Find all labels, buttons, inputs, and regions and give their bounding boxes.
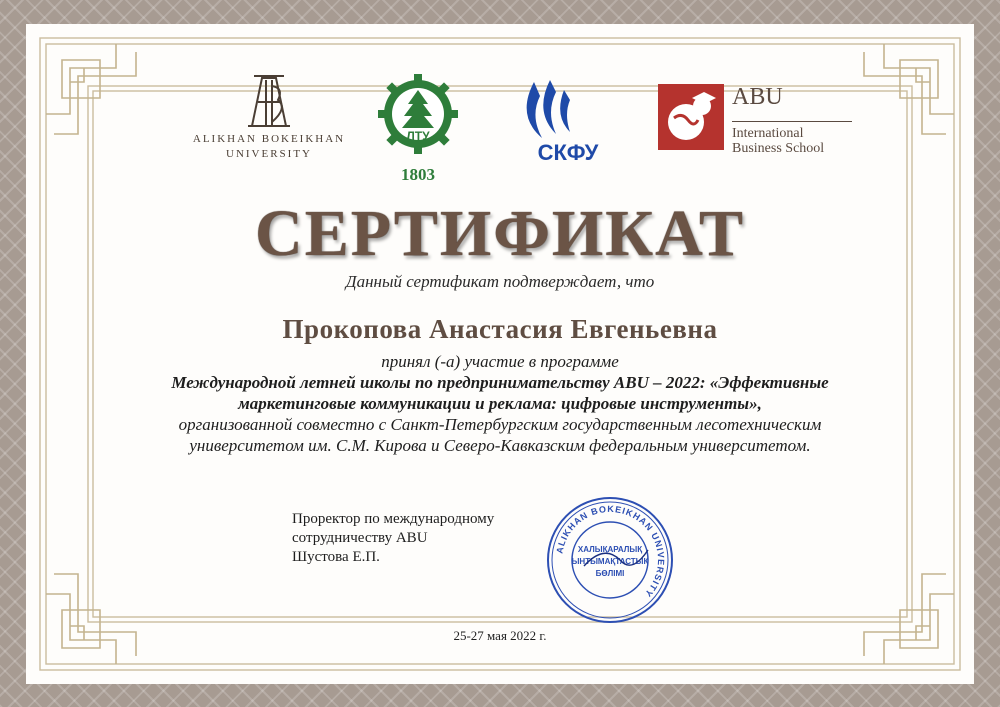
program-line-1: Международной летней школы по предпринимательству ABU – 2022: «Эффективные: [171, 373, 829, 392]
official-stamp: [544, 494, 676, 626]
signatory-title-2: сотрудничеству ABU: [292, 530, 428, 546]
ibs-logo: [658, 84, 858, 174]
signatory-title-1: Проректор по международному: [292, 511, 495, 527]
alikhan-name-line2: UNIVERSITY: [226, 148, 312, 160]
ltu-year: 1803: [401, 165, 435, 184]
skfu-label: СКФУ: [537, 140, 599, 165]
signatory-name: Шустова Е.П.: [292, 549, 380, 565]
skfu-logo: [512, 76, 624, 166]
program-description: [106, 351, 894, 456]
program-line-2: маркетинговые коммуникации и реклама: цифровые инструменты»,: [238, 394, 762, 413]
recipient-name: Прокопова Анастасия Евгеньевна: [282, 314, 718, 344]
ltu-label: ЛТУ: [406, 129, 430, 143]
participation-text: принял (-а) участие в программе: [381, 352, 619, 371]
stamp-inner-3: БӨЛІМІ: [595, 569, 625, 578]
alikhan-name-line1: ALIKHAN BOKEIKHAN: [192, 133, 346, 145]
ab-monogram-icon: [188, 72, 350, 130]
organizer-line-1: организованной совместно с Санкт-Петербургским государственным лесотехническим: [178, 415, 822, 434]
ltu-logo: [378, 72, 458, 192]
stamp-outer-text: ALIKHAN BOKEIKHAN UNIVERSITY: [554, 503, 667, 600]
globe-graduate-icon: [658, 84, 724, 150]
wing-icon: [527, 80, 570, 138]
alikhan-bokeikhan-logo: [188, 72, 350, 192]
signature-block: [292, 510, 494, 567]
stamp-inner-2: ЫНТЫМАҚТАСТЫҚ: [571, 557, 649, 566]
certificate-title: СЕРТИФИКАТ: [255, 197, 745, 270]
event-date: 25-27 мая 2022 г.: [453, 628, 547, 643]
certificate-sheet: [26, 24, 974, 684]
ibs-line2: Business School: [732, 141, 825, 156]
ibs-abu: ABU: [732, 84, 783, 110]
ibs-line1: International: [732, 126, 804, 141]
ibs-divider: [732, 121, 852, 122]
confirm-text: Данный сертификат подтверждает, что: [345, 272, 655, 291]
stamp-inner-1: ХАЛЫҚАРАЛЫҚ: [577, 545, 643, 554]
organizer-line-2: университетом им. С.М. Кирова и Северо-Кавказским федеральным университетом.: [189, 436, 811, 455]
logos-row: [26, 72, 974, 202]
